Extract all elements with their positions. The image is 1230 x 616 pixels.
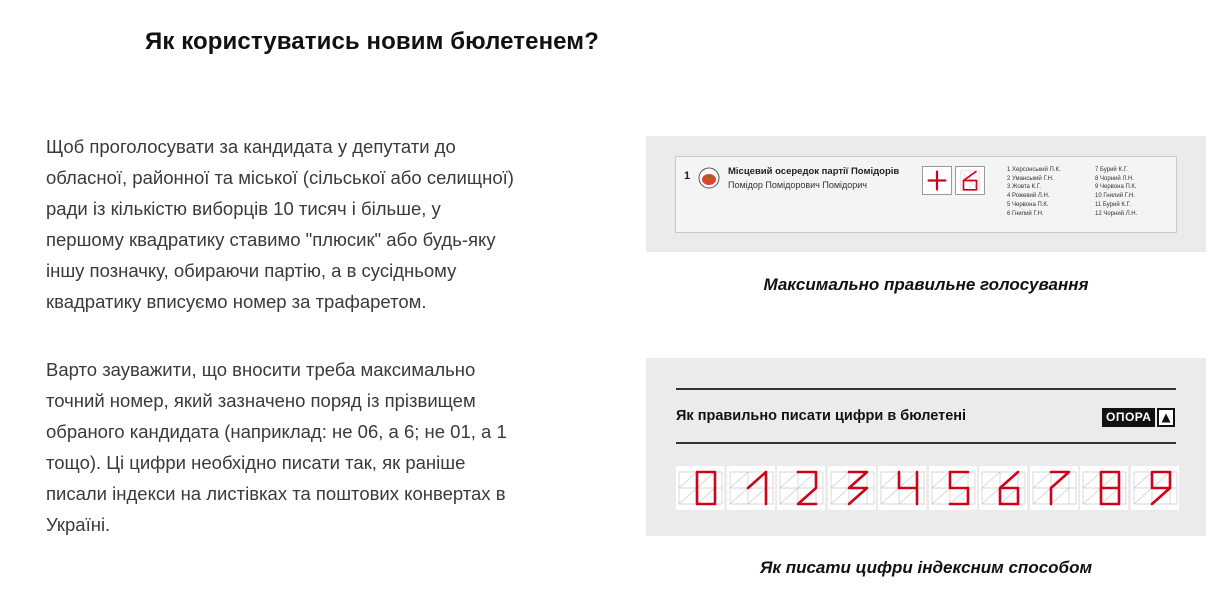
candidate-entry: 9 Червона П.К. [1095, 184, 1137, 191]
candidate-entry: 2 Уманський Г.Н. [1007, 175, 1054, 182]
digit-9 [1131, 466, 1179, 510]
article-heading: Як користуватись новим бюлетенем? [145, 28, 599, 55]
digit-8 [1080, 466, 1128, 510]
digit-template-9 [1131, 466, 1179, 510]
digit-template-4 [878, 466, 926, 510]
digit-7 [1030, 466, 1078, 510]
candidate-entry: 8 Чорний Л.Н. [1095, 175, 1134, 182]
digit-1 [727, 466, 775, 510]
digit-0 [676, 466, 724, 510]
candidate-list-column-2 [1095, 166, 1137, 218]
candidate-entry: 1 Херсонський П.К. [1007, 167, 1061, 173]
digits-guide-title: Як правильно писати цифри в бюлетені [676, 408, 967, 424]
digit-template-1 [727, 466, 775, 510]
triangle-icon [1157, 408, 1175, 427]
digit-6 [979, 466, 1027, 510]
digit-template-2 [777, 466, 825, 510]
digit-template-8 [1080, 466, 1128, 510]
candidate-number-box [955, 166, 985, 195]
digit-template-5 [929, 466, 977, 510]
candidate-entry: 11 Бурий К.Г. [1095, 201, 1131, 208]
party-name: Місцевий осередок партії Помідорів [728, 166, 900, 177]
digit-template-6 [979, 466, 1027, 510]
plus-mark-icon [923, 167, 951, 194]
party-leader-name: Помідор Помідорович Помідорич [728, 180, 867, 190]
digit-4 [878, 466, 926, 510]
ballot-row [675, 156, 1177, 233]
article-paragraph-1: Щоб проголосувати за кандидата у депутати до обласної, районної та міської (сільської або селищної) ради із кількістю виборців 10 тисяч і більше, у першому квадратику ставимо "плюсик" або будь-яку іншу позначку, обираючи партію, а в сусідньому квадратику вписуємо номер за трафаретом. [46, 136, 514, 312]
index-digits-row [676, 466, 1176, 516]
ballot-example-caption: Максимально правильне голосування [763, 275, 1089, 294]
opora-logo-text: ОПОРА [1102, 408, 1155, 427]
candidate-entry: 3 Жовта К.Г. [1007, 184, 1041, 191]
digit-template-7 [1030, 466, 1078, 510]
handwritten-digit-6 [956, 167, 984, 194]
candidate-entry: 4 Рожевий Л.Н. [1007, 193, 1050, 200]
ballot-example-image [646, 136, 1206, 252]
digit-template-3 [828, 466, 876, 510]
ballot-row-number: 1 [684, 170, 691, 182]
article-paragraph-2: Варто зауважити, що вносити треба максимально точний номер, який зазначено поряд із прізвищем обраного кандидата (наприклад: не 06, а 6; не 01, а 1 тощо). Ці цифри необхідно писати так, як раніше писали індекси на листівках та поштових конвертах в Україні. [46, 359, 507, 535]
digits-guide-image [646, 358, 1206, 536]
tomato-party-icon [698, 167, 720, 189]
divider [676, 388, 1176, 390]
candidate-entry: 6 Гнилий Г.Н. [1007, 210, 1044, 217]
digits-guide-caption: Як писати цифри індексним способом [759, 558, 1093, 577]
candidate-entry: 7 Бурий К.Г. [1095, 167, 1128, 173]
candidate-entry: 5 Червона П.К. [1007, 201, 1049, 208]
digit-2 [777, 466, 825, 510]
opora-logo [1102, 408, 1175, 427]
party-mark-box [922, 166, 952, 195]
digit-3 [828, 466, 876, 510]
digit-template-0 [676, 466, 724, 510]
candidate-entry: 12 Чорний Л.Н. [1095, 210, 1138, 217]
candidate-list-column-1 [1007, 166, 1061, 218]
candidate-entry: 10 Гнилий Г.Н. [1095, 193, 1135, 200]
digit-5 [929, 466, 977, 510]
divider [676, 442, 1176, 444]
